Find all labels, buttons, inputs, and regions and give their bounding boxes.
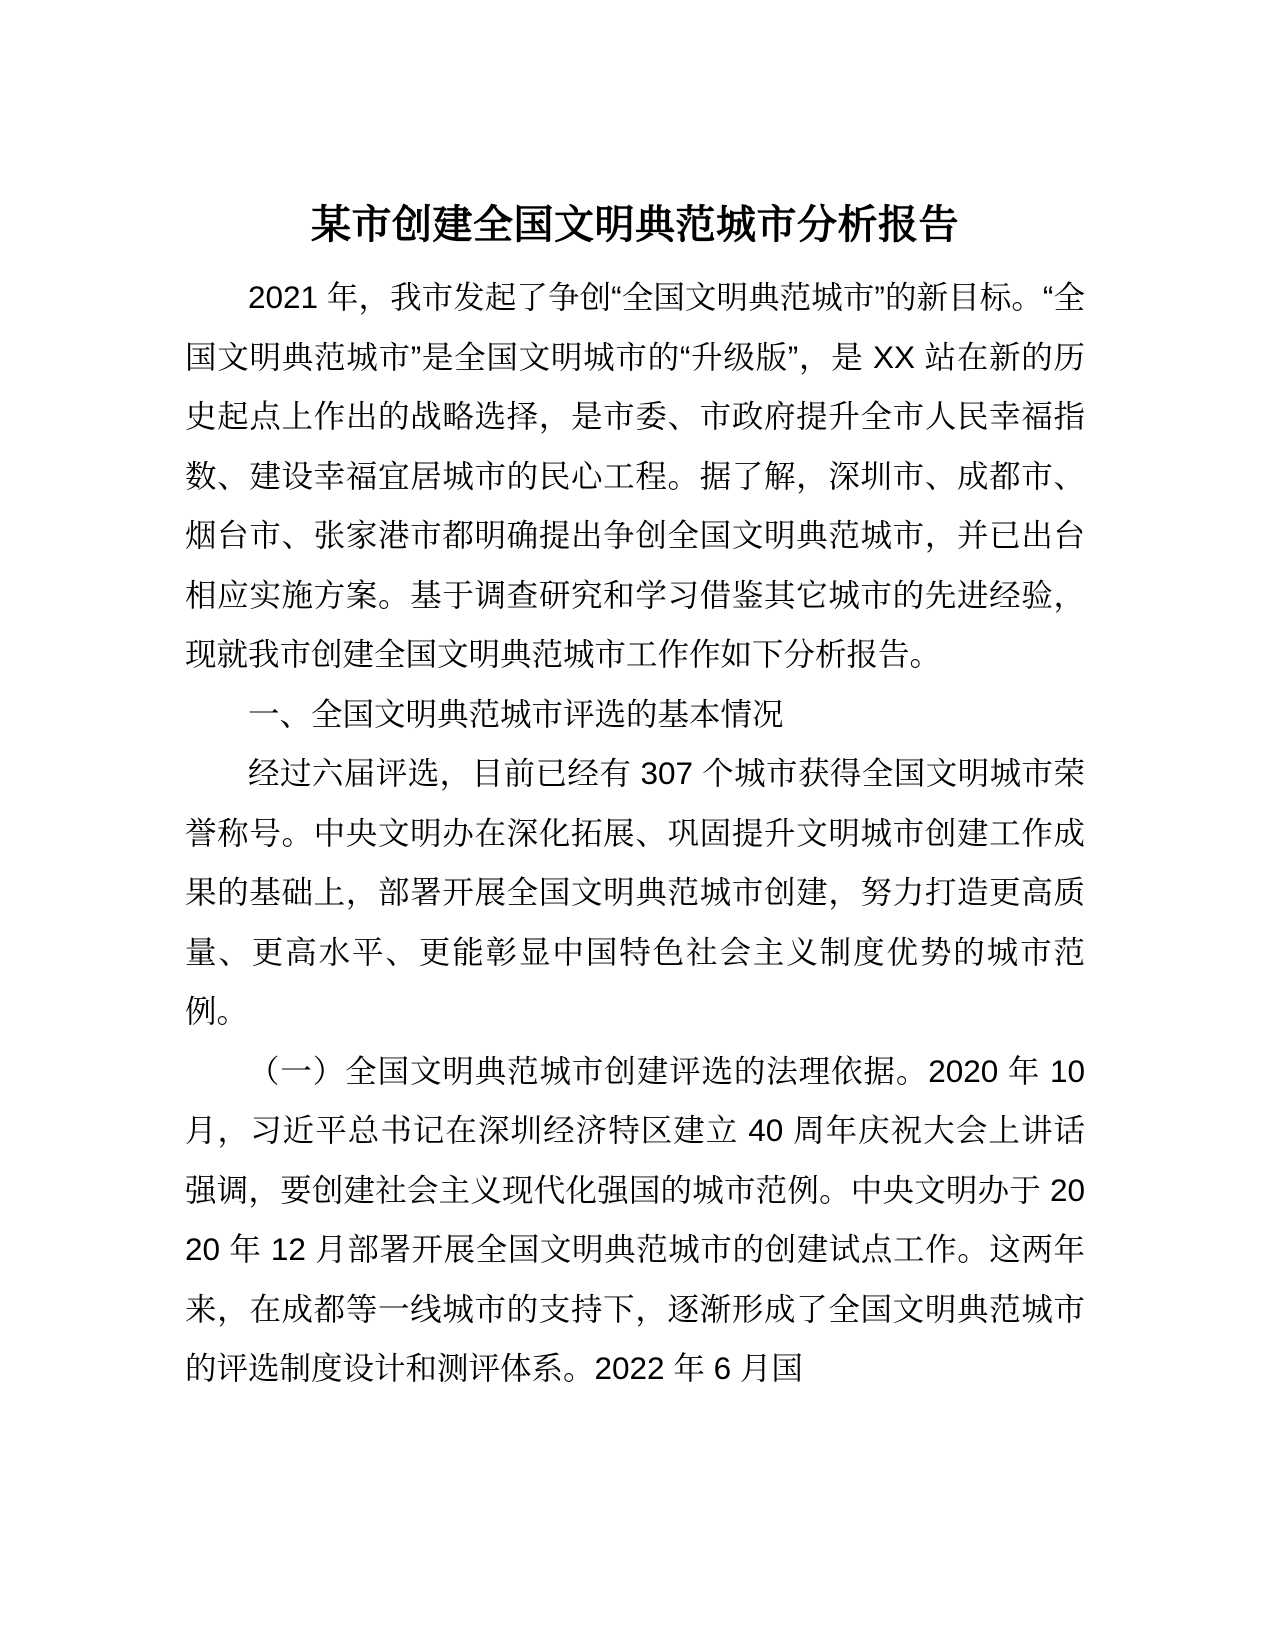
intro-paragraph: 2021 年，我市发起了争创“全国文明典范城市”的新目标。“全国文明典范城市”是全国文明城市的“升级版”，是 XX 站在新的历史起点上作出的战略选择，是市委、市政府提升全市人民幸福指数、建设幸福宜居城市的民心工程。据了解，深圳市、成都市、烟台市、张家港市都明确提出争创全国文明典范城市，并已出台相应实施方案。基于调查研究和学习借鉴其它城市的先进经验，现就我市创建全国文明典范城市工作作如下分析报告。 — [185, 279, 1085, 672]
section-1-subsection-1-paragraph: （一）全国文明典范城市创建评选的法理依据。2020 年 10 月，习近平总书记在深圳经济特区建立 40 周年庆祝大会上讲话强调，要创建社会主义现代化强国的城市范例。中央文明办于 2020 年 12 月部署开展全国文明典范城市的创建试点工作。这两年来，在成都等一线城市的支持下，逐渐形成了全国文明典范城市的评选制度设计和测评体系。2022 年 6 月国 — [185, 1052, 1085, 1386]
section-heading-1: 一、全国文明典范城市评选的基本情况 — [248, 695, 784, 732]
page-title: 某市创建全国文明典范城市分析报告 — [311, 203, 959, 247]
section-1-paragraph-1: 经过六届评选，目前已经有 307 个城市获得全国文明城市荣誉称号。中央文明办在深化拓展、巩固提升文明城市创建工作成果的基础上，部署开展全国文明典范城市创建，努力打造更高质量、更高水平、更能彰显中国特色社会主义制度优势的城市范例。 — [185, 755, 1085, 1029]
